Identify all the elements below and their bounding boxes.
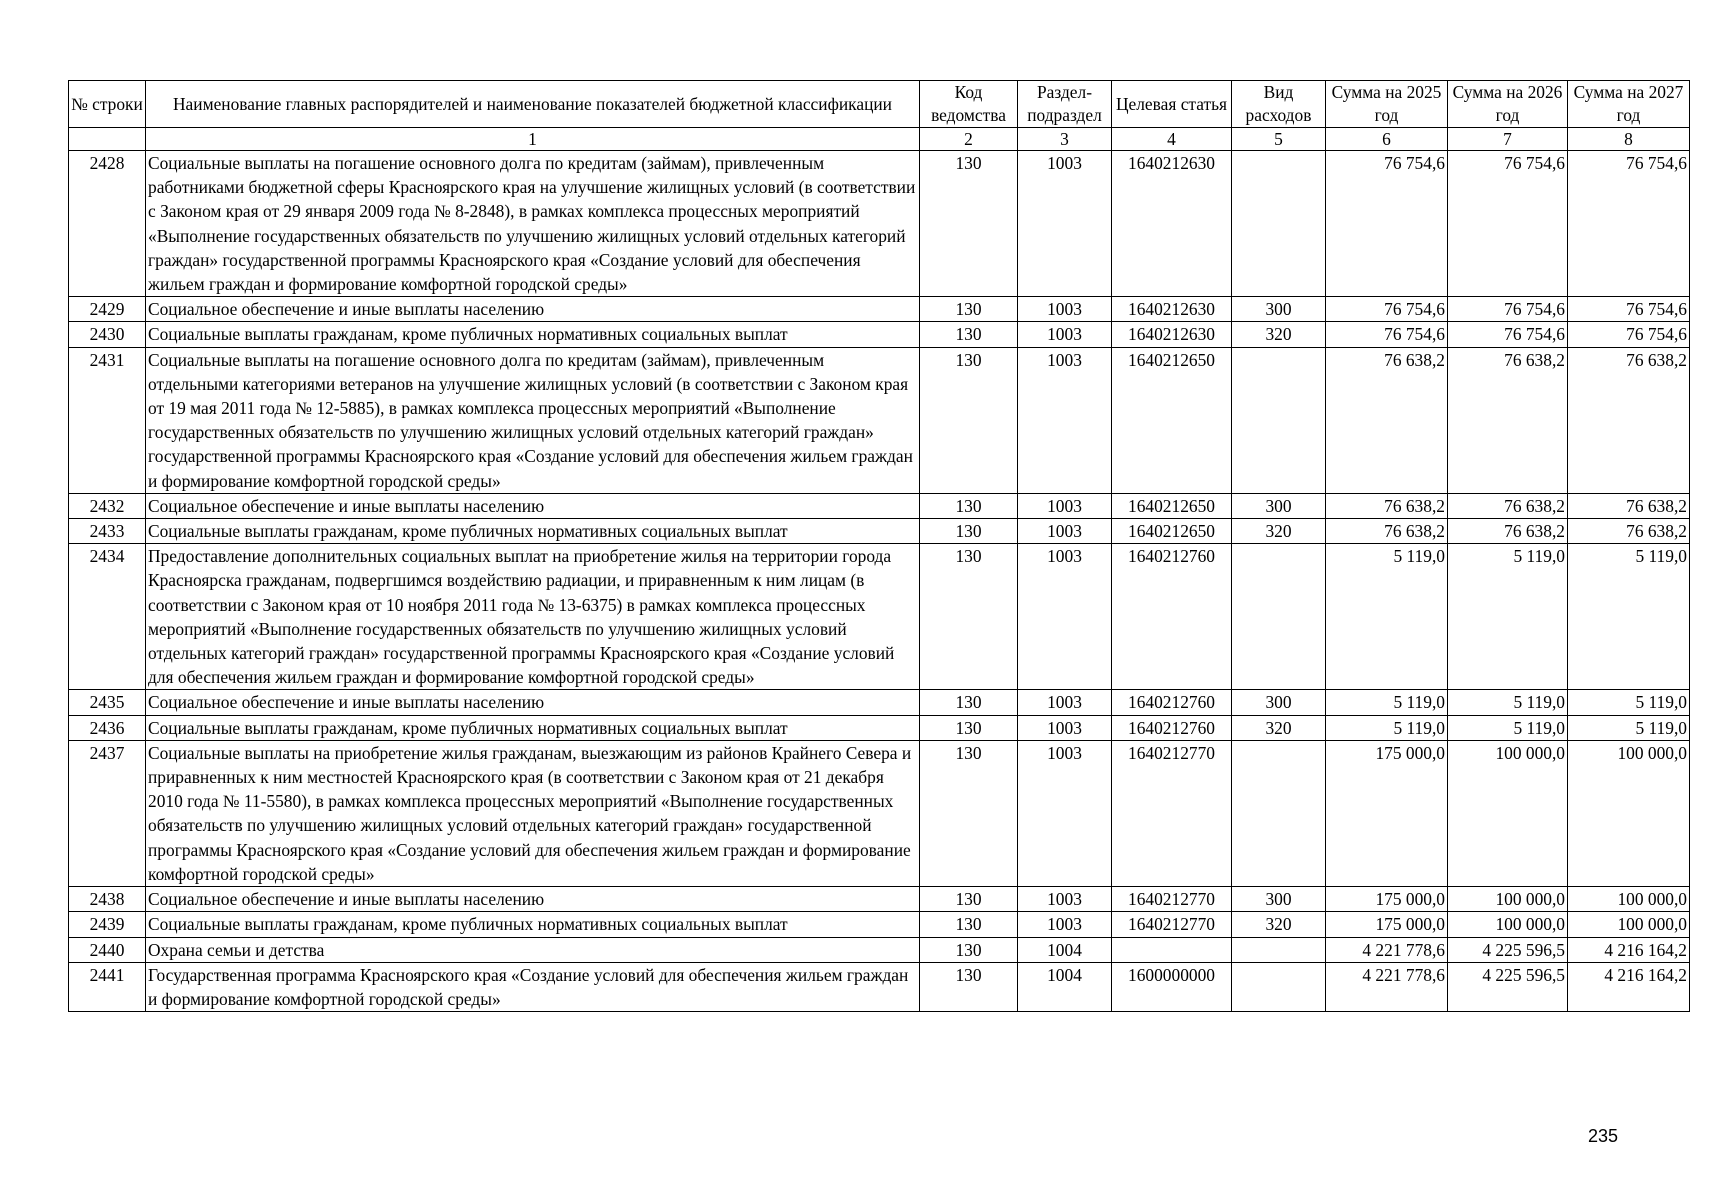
row-name: Социальные выплаты гражданам, кроме публичных нормативных социальных выплат: [146, 715, 920, 740]
column-number: 8: [1568, 128, 1690, 151]
row-number: 2437: [69, 740, 146, 886]
table-row: [69, 519, 1690, 544]
row-sum-2025: 5 119,0: [1326, 715, 1448, 740]
row-expense-type: 320: [1232, 715, 1326, 740]
row-dept-code: 130: [920, 297, 1018, 322]
row-article: 1640212650: [1112, 493, 1232, 518]
row-name: Социальные выплаты на погашение основного долга по кредитам (займам), привлеченным работниками бюджетной сферы Красноярского края на улучшение жилищных условий (в соответствии с Законом края от 29 января 2009 года № 8-2848), в рамках комплекса процессных мероприятий «Выполнение государственных обязательств по улучшению жилищных условий отдельных категорий граждан» государственной программы Красноярского края «Создание условий для обеспечения жильем граждан и формирование комфортной городской среды»: [146, 151, 920, 297]
row-name: Социальное обеспечение и иные выплаты населению: [146, 297, 920, 322]
row-dept-code: 130: [920, 322, 1018, 347]
header-sum-2026: Сумма на 2026 год: [1448, 81, 1568, 128]
row-sum-2025: 76 638,2: [1326, 519, 1448, 544]
header-row: [69, 81, 1690, 128]
header-name: Наименование главных распорядителей и наименование показателей бюджетной классификации: [146, 81, 920, 128]
row-sum-2026: 100 000,0: [1448, 912, 1568, 937]
table-row: [69, 151, 1690, 297]
row-dept-code: 130: [920, 151, 1018, 297]
table-row: [69, 740, 1690, 886]
budget-table: [68, 80, 1690, 1012]
row-sum-2025: 76 638,2: [1326, 347, 1448, 493]
row-number: 2440: [69, 937, 146, 962]
row-sum-2027: 76 638,2: [1568, 493, 1690, 518]
row-article: 1640212630: [1112, 322, 1232, 347]
row-name: Предоставление дополнительных социальных выплат на приобретение жилья на территории города Красноярска гражданам, подвергшимся воздействию радиации, и приравненным к ним лицам (в соответствии с Законом края от 10 ноября 2011 года № 13-6375) в рамках комплекса процессных мероприятий «Выполнение государственных обязательств по улучшению жилищных условий отдельных категорий граждан» государственной программы Красноярского края «Создание условий для обеспечения жильем граждан и формирование комфортной городской среды»: [146, 544, 920, 690]
row-sum-2027: 76 638,2: [1568, 347, 1690, 493]
column-number: 2: [920, 128, 1018, 151]
row-section: 1003: [1018, 544, 1112, 690]
column-number: 7: [1448, 128, 1568, 151]
row-name: Социальные выплаты гражданам, кроме публичных нормативных социальных выплат: [146, 519, 920, 544]
row-sum-2026: 5 119,0: [1448, 544, 1568, 690]
row-dept-code: 130: [920, 740, 1018, 886]
table-row: [69, 690, 1690, 715]
row-section: 1003: [1018, 887, 1112, 912]
row-sum-2027: 100 000,0: [1568, 740, 1690, 886]
row-section: 1003: [1018, 297, 1112, 322]
header-expense-type: Вид расходов: [1232, 81, 1326, 128]
row-section: 1003: [1018, 912, 1112, 937]
row-article: [1112, 937, 1232, 962]
header-sum-2025: Сумма на 2025 год: [1326, 81, 1448, 128]
row-sum-2027: 76 638,2: [1568, 519, 1690, 544]
row-sum-2025: 4 221 778,6: [1326, 962, 1448, 1011]
column-number: [69, 128, 146, 151]
row-dept-code: 130: [920, 347, 1018, 493]
row-expense-type: [1232, 740, 1326, 886]
row-sum-2025: 4 221 778,6: [1326, 937, 1448, 962]
row-sum-2027: 4 216 164,2: [1568, 937, 1690, 962]
row-number: 2438: [69, 887, 146, 912]
row-sum-2026: 100 000,0: [1448, 740, 1568, 886]
row-article: 1640212770: [1112, 740, 1232, 886]
row-sum-2027: 76 754,6: [1568, 297, 1690, 322]
row-dept-code: 130: [920, 887, 1018, 912]
column-number: 3: [1018, 128, 1112, 151]
row-section: 1003: [1018, 690, 1112, 715]
row-number: 2432: [69, 493, 146, 518]
row-number: 2434: [69, 544, 146, 690]
row-number: 2433: [69, 519, 146, 544]
header-section: Раздел-подраздел: [1018, 81, 1112, 128]
row-number: 2428: [69, 151, 146, 297]
row-article: 1640212650: [1112, 347, 1232, 493]
row-article: 1640212630: [1112, 151, 1232, 297]
row-sum-2025: 76 754,6: [1326, 297, 1448, 322]
table-row: [69, 347, 1690, 493]
row-sum-2026: 76 638,2: [1448, 519, 1568, 544]
row-sum-2027: 76 754,6: [1568, 151, 1690, 297]
row-expense-type: [1232, 347, 1326, 493]
row-article: 1640212770: [1112, 912, 1232, 937]
row-name: Социальное обеспечение и иные выплаты населению: [146, 887, 920, 912]
row-dept-code: 130: [920, 493, 1018, 518]
row-expense-type: [1232, 962, 1326, 1011]
row-name: Социальное обеспечение и иные выплаты населению: [146, 690, 920, 715]
column-number: 6: [1326, 128, 1448, 151]
table-body: [69, 151, 1690, 1012]
row-dept-code: 130: [920, 544, 1018, 690]
row-sum-2026: 76 638,2: [1448, 493, 1568, 518]
row-expense-type: 320: [1232, 322, 1326, 347]
row-sum-2025: 5 119,0: [1326, 690, 1448, 715]
column-number: 1: [146, 128, 920, 151]
row-article: 1640212630: [1112, 297, 1232, 322]
row-article: 1640212770: [1112, 887, 1232, 912]
row-sum-2025: 76 754,6: [1326, 322, 1448, 347]
row-dept-code: 130: [920, 690, 1018, 715]
header-dept-code: Код ведомства: [920, 81, 1018, 128]
row-expense-type: 320: [1232, 912, 1326, 937]
row-section: 1003: [1018, 347, 1112, 493]
row-name: Социальные выплаты на приобретение жилья гражданам, выезжающим из районов Крайнего Севера и приравненных к ним местностей Красноярского края (в соответствии с Законом края от 21 декабря 2010 года № 11-5580), в рамках комплекса процессных мероприятий «Выполнение государственных обязательств по улучшению жилищных условий отдельных категорий граждан» государственной программы Красноярского края «Создание условий для обеспечения жильем граждан и формирование комфортной городской среды»: [146, 740, 920, 886]
row-section: 1003: [1018, 740, 1112, 886]
row-article: 1600000000: [1112, 962, 1232, 1011]
row-expense-type: 300: [1232, 887, 1326, 912]
row-sum-2027: 76 754,6: [1568, 322, 1690, 347]
row-sum-2026: 4 225 596,5: [1448, 937, 1568, 962]
row-number: 2441: [69, 962, 146, 1011]
row-name: Социальные выплаты на погашение основного долга по кредитам (займам), привлеченным отдельными категориями ветеранов на улучшение жилищных условий (в соответствии с Законом края от 19 мая 2011 года № 12-5885), в рамках комплекса процессных мероприятий «Выполнение государственных обязательств по улучшению жилищных условий отдельных категорий граждан» государственной программы Красноярского края «Создание условий для обеспечения жильем граждан и формирование комфортной городской среды»: [146, 347, 920, 493]
header-article: Целевая статья: [1112, 81, 1232, 128]
row-expense-type: 320: [1232, 519, 1326, 544]
row-sum-2025: 175 000,0: [1326, 912, 1448, 937]
row-expense-type: [1232, 937, 1326, 962]
row-expense-type: [1232, 151, 1326, 297]
row-article: 1640212760: [1112, 715, 1232, 740]
row-section: 1004: [1018, 937, 1112, 962]
table-row: [69, 297, 1690, 322]
row-sum-2026: 5 119,0: [1448, 690, 1568, 715]
column-number: 5: [1232, 128, 1326, 151]
table-row: [69, 322, 1690, 347]
row-article: 1640212760: [1112, 544, 1232, 690]
row-expense-type: 300: [1232, 493, 1326, 518]
row-section: 1003: [1018, 322, 1112, 347]
row-dept-code: 130: [920, 962, 1018, 1011]
row-number: 2429: [69, 297, 146, 322]
row-section: 1003: [1018, 493, 1112, 518]
row-name: Государственная программа Красноярского края «Создание условий для обеспечения жильем граждан и формирование комфортной городской среды»: [146, 962, 920, 1011]
header-sum-2027: Сумма на 2027 год: [1568, 81, 1690, 128]
row-sum-2027: 5 119,0: [1568, 715, 1690, 740]
row-number: 2431: [69, 347, 146, 493]
header-row-number: № строки: [69, 81, 146, 128]
column-number: 4: [1112, 128, 1232, 151]
row-sum-2025: 76 754,6: [1326, 151, 1448, 297]
row-sum-2025: 76 638,2: [1326, 493, 1448, 518]
row-article: 1640212650: [1112, 519, 1232, 544]
row-expense-type: 300: [1232, 297, 1326, 322]
row-sum-2026: 5 119,0: [1448, 715, 1568, 740]
row-sum-2027: 5 119,0: [1568, 544, 1690, 690]
table-row: [69, 962, 1690, 1011]
table-row: [69, 937, 1690, 962]
row-number: 2430: [69, 322, 146, 347]
column-number-row: [69, 128, 1690, 151]
row-sum-2026: 76 754,6: [1448, 322, 1568, 347]
row-sum-2027: 5 119,0: [1568, 690, 1690, 715]
row-name: Социальное обеспечение и иные выплаты населению: [146, 493, 920, 518]
row-sum-2027: 4 216 164,2: [1568, 962, 1690, 1011]
table-row: [69, 887, 1690, 912]
table-row: [69, 715, 1690, 740]
table-row: [69, 912, 1690, 937]
row-section: 1003: [1018, 151, 1112, 297]
row-article: 1640212760: [1112, 690, 1232, 715]
row-section: 1003: [1018, 715, 1112, 740]
row-dept-code: 130: [920, 937, 1018, 962]
row-sum-2026: 4 225 596,5: [1448, 962, 1568, 1011]
table-row: [69, 544, 1690, 690]
row-number: 2436: [69, 715, 146, 740]
row-name: Охрана семьи и детства: [146, 937, 920, 962]
row-section: 1003: [1018, 519, 1112, 544]
row-section: 1004: [1018, 962, 1112, 1011]
row-name: Социальные выплаты гражданам, кроме публичных нормативных социальных выплат: [146, 912, 920, 937]
row-sum-2025: 175 000,0: [1326, 740, 1448, 886]
row-sum-2026: 76 638,2: [1448, 347, 1568, 493]
row-dept-code: 130: [920, 519, 1018, 544]
row-dept-code: 130: [920, 715, 1018, 740]
row-dept-code: 130: [920, 912, 1018, 937]
row-sum-2025: 175 000,0: [1326, 887, 1448, 912]
row-number: 2435: [69, 690, 146, 715]
row-sum-2026: 76 754,6: [1448, 297, 1568, 322]
row-sum-2025: 5 119,0: [1326, 544, 1448, 690]
row-name: Социальные выплаты гражданам, кроме публичных нормативных социальных выплат: [146, 322, 920, 347]
row-number: 2439: [69, 912, 146, 937]
row-sum-2027: 100 000,0: [1568, 887, 1690, 912]
row-expense-type: [1232, 544, 1326, 690]
row-expense-type: 300: [1232, 690, 1326, 715]
row-sum-2027: 100 000,0: [1568, 912, 1690, 937]
row-sum-2026: 100 000,0: [1448, 887, 1568, 912]
table-row: [69, 493, 1690, 518]
row-sum-2026: 76 754,6: [1448, 151, 1568, 297]
page-number: 235: [1588, 1126, 1619, 1146]
